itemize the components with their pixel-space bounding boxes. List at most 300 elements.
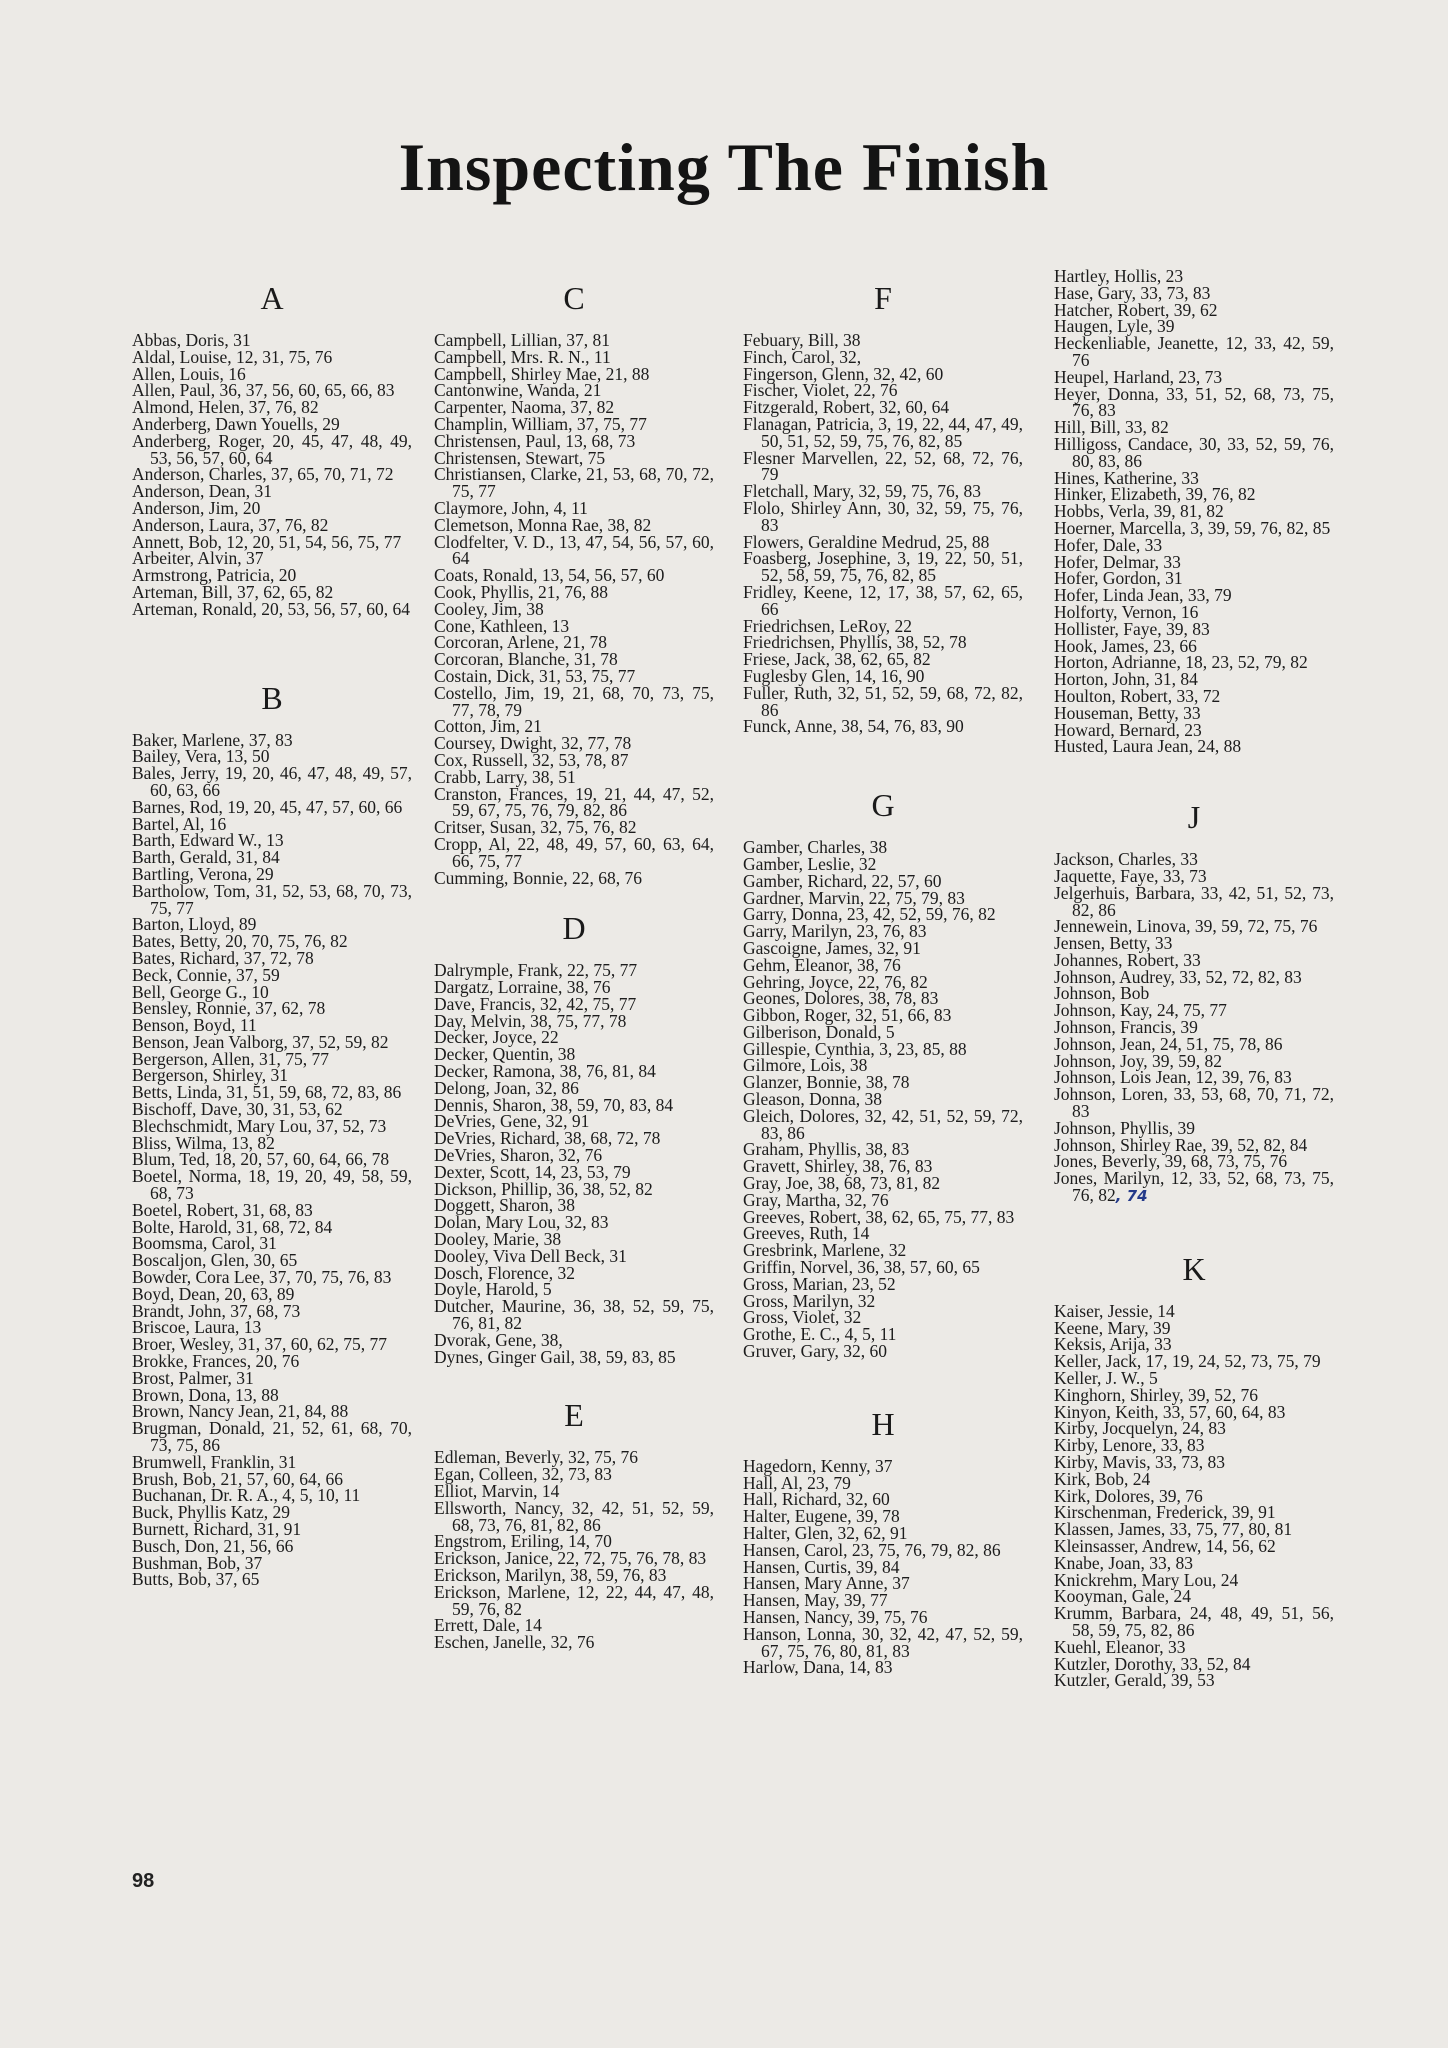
index-entry-text: Boetel, Robert, 31, 68, 83 bbox=[132, 1199, 313, 1220]
index-entry-text: Dargatz, Lorraine, 38, 76 bbox=[434, 977, 611, 998]
index-entry-text: Barth, Gerald, 31, 84 bbox=[132, 847, 280, 868]
index-entry-text: Eschen, Janelle, 32, 76 bbox=[434, 1632, 595, 1653]
index-entry-text: Crabb, Larry, 38, 51 bbox=[434, 766, 576, 787]
index-entry-text: Boscaljon, Glen, 30, 65 bbox=[132, 1250, 298, 1271]
index-entry-text: Campbell, Lillian, 37, 81 bbox=[434, 330, 610, 350]
index-entry-text: Kooyman, Gale, 24 bbox=[1054, 1586, 1192, 1607]
index-entry-text: Broer, Wesley, 31, 37, 60, 62, 75, 77 bbox=[132, 1334, 388, 1355]
index-entry-text: Bensley, Ronnie, 37, 62, 78 bbox=[132, 998, 326, 1019]
index-entry-text: Benson, Jean Valborg, 37, 52, 59, 82 bbox=[132, 1031, 389, 1052]
index-entry-text: Allen, Louis, 16 bbox=[132, 363, 246, 384]
index-entry-text: Greeves, Robert, 38, 62, 65, 75, 77, 83 bbox=[743, 1206, 1015, 1227]
index-entry-text: Blechschmidt, Mary Lou, 37, 52, 73 bbox=[132, 1115, 387, 1136]
index-entry bbox=[132, 1168, 412, 1202]
index-entry-text: Christensen, Paul, 13, 68, 73 bbox=[434, 430, 636, 451]
index-entry-text: Bergerson, Allen, 31, 75, 77 bbox=[132, 1048, 330, 1069]
index-entry-text: Greeves, Ruth, 14 bbox=[743, 1223, 870, 1244]
index-entry-text: Haugen, Lyle, 39 bbox=[1054, 316, 1175, 337]
index-entry bbox=[434, 531, 714, 569]
index-entry bbox=[434, 1634, 714, 1651]
index-entry-text: Hanson, Lonna, 30, 32, 42, 47, 52, 59, 67, 75, 76, 80, 81, 83 bbox=[743, 1623, 1023, 1661]
index-entry-text: Garry, Donna, 23, 42, 52, 59, 76, 82 bbox=[743, 904, 996, 925]
index-entry-text: Jackson, Charles, 33 bbox=[1054, 849, 1198, 870]
index-entry-text: Brokke, Frances, 20, 76 bbox=[132, 1351, 300, 1372]
index-section bbox=[434, 278, 714, 886]
index-entry bbox=[434, 682, 714, 720]
index-entry-text: Kinghorn, Shirley, 39, 52, 76 bbox=[1054, 1384, 1258, 1405]
index-entry-text: Cranston, Frances, 19, 21, 44, 47, 52, 59, 67, 75, 76, 79, 82, 86 bbox=[434, 783, 714, 821]
index-entry-text: Johnson, Lois Jean, 12, 39, 76, 83 bbox=[1054, 1067, 1292, 1088]
index-entry-text: Gresbrink, Marlene, 32 bbox=[743, 1240, 907, 1261]
index-entry-text: Harlow, Dana, 14, 83 bbox=[743, 1657, 893, 1678]
index-entry-text: Kuehl, Eleanor, 33 bbox=[1054, 1636, 1186, 1657]
index-entry-text: Keller, Jack, 17, 19, 24, 52, 73, 75, 79 bbox=[1054, 1351, 1321, 1372]
index-column-2 bbox=[434, 270, 714, 1651]
index-entry-text: Gruver, Gary, 32, 60 bbox=[743, 1341, 887, 1362]
index-entry-text: Johnson, Joy, 39, 59, 82 bbox=[1054, 1050, 1223, 1071]
index-entry-text: Cook, Phyllis, 21, 76, 88 bbox=[434, 581, 609, 602]
index-entry-text: Garry, Marilyn, 23, 76, 83 bbox=[743, 921, 927, 942]
index-entry-text: Johnson, Shirley Rae, 39, 52, 82, 84 bbox=[1054, 1134, 1308, 1155]
index-entry-text: Dexter, Scott, 14, 23, 53, 79 bbox=[434, 1161, 631, 1182]
index-entry-text: Gleason, Donna, 38 bbox=[743, 1089, 883, 1110]
section-letter: B bbox=[261, 679, 283, 716]
index-entry-text: Cotton, Jim, 21 bbox=[434, 716, 542, 737]
index-entry bbox=[132, 430, 412, 468]
index-entry-text: Dosch, Florence, 32 bbox=[434, 1262, 575, 1283]
index-entry-text: Finch, Carol, 32, bbox=[743, 346, 862, 367]
index-section bbox=[1054, 1249, 1334, 1689]
index-entry-text: Busch, Don, 21, 56, 66 bbox=[132, 1535, 294, 1556]
index-entry-text: Johnson, Jean, 24, 51, 75, 78, 86 bbox=[1054, 1033, 1283, 1054]
index-entry bbox=[743, 447, 1023, 485]
index-entry-text: Corcoran, Blanche, 31, 78 bbox=[434, 649, 618, 670]
index-section bbox=[1054, 797, 1334, 1205]
index-entry-text: Horton, John, 31, 84 bbox=[1054, 669, 1198, 690]
index-entry-text: Hansen, Mary Anne, 37 bbox=[743, 1573, 910, 1594]
index-entry-text: Boomsma, Carol, 31 bbox=[132, 1233, 277, 1254]
index-entry-text: Flowers, Geraldine Medrud, 25, 88 bbox=[743, 531, 990, 552]
index-entry-text: Christensen, Stewart, 75 bbox=[434, 447, 606, 468]
index-entry-text: Hilligoss, Candace, 30, 33, 52, 59, 76, 80, 83, 86 bbox=[1054, 433, 1334, 471]
section-letter: D bbox=[562, 910, 586, 947]
index-entry-text: Dolan, Mary Lou, 32, 83 bbox=[434, 1212, 609, 1233]
index-entry bbox=[743, 497, 1023, 535]
index-entry bbox=[434, 1497, 714, 1535]
index-entry-text: Gilberison, Donald, 5 bbox=[743, 1021, 895, 1042]
index-entry-text: Gardner, Marvin, 22, 75, 79, 83 bbox=[743, 887, 965, 908]
index-entry bbox=[743, 550, 1023, 584]
section-letter: H bbox=[871, 1405, 895, 1442]
index-entry-text: Carpenter, Naoma, 37, 82 bbox=[434, 397, 615, 418]
index-entry bbox=[434, 833, 714, 871]
index-entry-text: Champlin, William, 37, 75, 77 bbox=[434, 413, 647, 434]
index-entry-text: Horton, Adrianne, 18, 23, 52, 79, 82 bbox=[1054, 652, 1308, 673]
index-entry-text: Gehm, Eleanor, 38, 76 bbox=[743, 954, 901, 975]
index-entry bbox=[1054, 738, 1334, 755]
index-entry-text: Clemetson, Monna Rae, 38, 82 bbox=[434, 514, 652, 535]
index-entry-text: Bartling, Verona, 29 bbox=[132, 863, 274, 884]
index-entry-text: Hofer, Linda Jean, 33, 79 bbox=[1054, 585, 1232, 606]
index-entry-text: Delong, Joan, 32, 86 bbox=[434, 1077, 579, 1098]
index-entry-text: Erickson, Marilyn, 38, 59, 76, 83 bbox=[434, 1565, 667, 1585]
index-entry-text: Cooley, Jim, 38 bbox=[434, 598, 544, 619]
index-entry-text: Hansen, Curtis, 39, 84 bbox=[743, 1556, 900, 1577]
index-entry-text: Jaquette, Faye, 33, 73 bbox=[1054, 865, 1207, 886]
index-entry-text: Keller, J. W., 5 bbox=[1054, 1368, 1158, 1389]
index-entry-text: Holforty, Vernon, 16 bbox=[1054, 601, 1199, 622]
index-entry-text: Hall, Richard, 32, 60 bbox=[743, 1489, 890, 1510]
section-letter: J bbox=[1187, 799, 1201, 836]
index-entry bbox=[132, 765, 412, 799]
index-entry-text: Graham, Phyllis, 38, 83 bbox=[743, 1139, 910, 1160]
index-entry-text: Annett, Bob, 12, 20, 51, 54, 56, 75, 77 bbox=[132, 531, 402, 552]
index-entry-text: Cumming, Bonnie, 22, 68, 76 bbox=[434, 867, 643, 888]
index-entry-text: DeVries, Richard, 38, 68, 72, 78 bbox=[434, 1128, 661, 1149]
index-entry bbox=[1054, 1672, 1334, 1689]
index-entry bbox=[743, 1105, 1023, 1143]
index-entry-text: Barton, Lloyd, 89 bbox=[132, 914, 257, 935]
index-entry-text: Claymore, John, 4, 11 bbox=[434, 497, 588, 518]
index-entry-text: Kutzler, Dorothy, 33, 52, 84 bbox=[1054, 1653, 1251, 1674]
index-entry bbox=[434, 1346, 714, 1367]
index-entry bbox=[743, 682, 1023, 720]
index-entry-text: Bales, Jerry, 19, 20, 46, 47, 48, 49, 57, 60, 63, 66 bbox=[132, 763, 412, 800]
index-section bbox=[743, 1404, 1023, 1676]
index-entry-text: Allen, Paul, 36, 37, 56, 60, 65, 66, 83 bbox=[132, 380, 395, 401]
index-entry-text: Bushman, Bob, 37 bbox=[132, 1552, 263, 1573]
index-column-3 bbox=[743, 270, 1023, 1676]
section-letter: K bbox=[1182, 1250, 1206, 1287]
index-entry-text: Boyd, Dean, 20, 63, 89 bbox=[132, 1283, 295, 1304]
index-entry-text: Cantonwine, Wanda, 21 bbox=[434, 380, 602, 401]
index-entry bbox=[1054, 335, 1334, 369]
index-entry-text: Decker, Ramona, 38, 76, 81, 84 bbox=[434, 1061, 656, 1082]
index-entry-text: Knickrehm, Mary Lou, 24 bbox=[1054, 1569, 1239, 1590]
index-entry-text: Johnson, Francis, 39 bbox=[1054, 1017, 1198, 1038]
index-entry-text: Gross, Marilyn, 32 bbox=[743, 1290, 876, 1311]
index-entry-text: Gamber, Charles, 38 bbox=[743, 837, 888, 858]
index-entry-text: Gray, Joe, 38, 68, 73, 81, 82 bbox=[743, 1173, 941, 1194]
index-entry-text: Jensen, Betty, 33 bbox=[1054, 933, 1173, 954]
index-entry-text: Erickson, Marlene, 12, 22, 44, 47, 48, 59, 76, 82 bbox=[434, 1581, 714, 1619]
index-entry-text: Arteman, Bill, 37, 62, 65, 82 bbox=[132, 581, 334, 602]
index-entry-text: Kleinsasser, Andrew, 14, 56, 62 bbox=[1054, 1536, 1276, 1556]
index-entry-text: Heyer, Donna, 33, 51, 52, 68, 73, 75, 76, 83 bbox=[1054, 383, 1334, 421]
index-entry-text: Bell, George G., 10 bbox=[132, 981, 269, 1002]
index-entry-text: Bergerson, Shirley, 31 bbox=[132, 1065, 289, 1086]
index-entry-text: Dennis, Sharon, 38, 59, 70, 83, 84 bbox=[434, 1094, 674, 1115]
index-entry-text: Flolo, Shirley Ann, 30, 32, 59, 75, 76, 83 bbox=[743, 497, 1023, 535]
index-entry-text: Boetel, Norma, 18, 19, 20, 49, 58, 59, 68, 73 bbox=[132, 1166, 412, 1204]
index-entry-text: Glanzer, Bonnie, 38, 78 bbox=[743, 1072, 910, 1093]
section-letter: A bbox=[260, 280, 284, 316]
index-entry-text: Kaiser, Jessie, 14 bbox=[1054, 1300, 1175, 1321]
index-entry-text: Doggett, Sharon, 38 bbox=[434, 1195, 575, 1216]
index-entry-text: Anderson, Charles, 37, 65, 70, 71, 72 bbox=[132, 464, 394, 485]
index-column-4 bbox=[1054, 266, 1334, 1691]
index-entry-text: Gray, Martha, 32, 76 bbox=[743, 1189, 889, 1210]
index-entry-text: Briscoe, Laura, 13 bbox=[132, 1317, 262, 1338]
index-entry-text: Anderson, Dean, 31 bbox=[132, 481, 272, 502]
index-entry-text: Grothe, E. C., 4, 5, 11 bbox=[743, 1324, 897, 1345]
index-entry-text: Anderson, Jim, 20 bbox=[132, 497, 261, 518]
index-entry-text: Burnett, Richard, 31, 91 bbox=[132, 1519, 302, 1539]
index-entry bbox=[743, 718, 1023, 735]
index-entry-text: Heupel, Harland, 23, 73 bbox=[1054, 366, 1223, 387]
index-entry-text: Houlton, Robert, 33, 72 bbox=[1054, 685, 1221, 706]
index-entry-text: Edleman, Beverly, 32, 75, 76 bbox=[434, 1447, 638, 1468]
index-entry-text: Kirby, Mavis, 33, 73, 83 bbox=[1054, 1452, 1225, 1473]
index-entry bbox=[1054, 1086, 1334, 1120]
index-entry-text: Hinker, Elizabeth, 39, 76, 82 bbox=[1054, 484, 1256, 505]
index-entry-text: Halter, Eugene, 39, 78 bbox=[743, 1506, 900, 1527]
index-entry-text: Buck, Phyllis Katz, 29 bbox=[132, 1502, 290, 1523]
index-entry bbox=[434, 783, 714, 821]
index-entry-text: Ellsworth, Nancy, 32, 42, 51, 52, 59, 68, 73, 76, 81, 82, 86 bbox=[434, 1497, 714, 1535]
index-entry bbox=[743, 1343, 1023, 1360]
index-entry-text: Costello, Jim, 19, 21, 68, 70, 73, 75, 77, 78, 79 bbox=[434, 682, 714, 720]
index-entry-text: Almond, Helen, 37, 76, 82 bbox=[132, 397, 319, 418]
index-entry-text: Kirby, Lenore, 33, 83 bbox=[1054, 1435, 1205, 1456]
index-entry-text: Dooley, Viva Dell Beck, 31 bbox=[434, 1245, 627, 1266]
index-entry-text: Barth, Edward W., 13 bbox=[132, 830, 284, 851]
index-entry-text: Anderberg, Dawn Youells, 29 bbox=[132, 413, 340, 434]
index-entry-text: Costain, Dick, 31, 53, 75, 77 bbox=[434, 665, 636, 686]
index-entry-text: Keksis, Arija, 33 bbox=[1054, 1334, 1172, 1355]
index-entry bbox=[1054, 1605, 1334, 1639]
index-entry-text: Butts, Bob, 37, 65 bbox=[132, 1569, 260, 1590]
index-entry-text: Doyle, Harold, 5 bbox=[434, 1279, 552, 1300]
index-entry bbox=[434, 867, 714, 888]
index-entry bbox=[743, 413, 1023, 451]
index-entry-text: Brost, Palmer, 31 bbox=[132, 1367, 254, 1388]
index-entry-text: Fitzgerald, Robert, 32, 60, 64 bbox=[743, 397, 950, 418]
index-entry-text: Flanagan, Patricia, 3, 19, 22, 44, 47, 49, 50, 51, 52, 59, 75, 76, 82, 85 bbox=[743, 413, 1023, 451]
index-column-1 bbox=[132, 270, 412, 1588]
index-entry-text: Johnson, Loren, 33, 53, 68, 70, 71, 72, 83 bbox=[1054, 1084, 1334, 1122]
index-entry-text: Houseman, Betty, 33 bbox=[1054, 702, 1201, 723]
index-entry-text: Erickson, Janice, 22, 72, 75, 76, 78, 83 bbox=[434, 1548, 707, 1569]
index-entry-text: Dickson, Phillip, 36, 38, 52, 82 bbox=[434, 1178, 653, 1199]
index-entry bbox=[1054, 1170, 1334, 1205]
index-entry-text: Hall, Al, 23, 79 bbox=[743, 1472, 851, 1493]
index-entry-text: Howard, Bernard, 23 bbox=[1054, 719, 1202, 740]
index-entry-text: Friese, Jack, 38, 62, 65, 82 bbox=[743, 649, 931, 670]
index-entry-text: Fuller, Ruth, 32, 51, 52, 59, 68, 72, 82, 86 bbox=[743, 682, 1023, 720]
index-entry-text: Corcoran, Arlene, 21, 78 bbox=[434, 632, 608, 653]
index-entry-text: Hansen, Carol, 23, 75, 76, 79, 82, 86 bbox=[743, 1539, 1001, 1560]
index-entry-text: Hofer, Gordon, 31 bbox=[1054, 568, 1183, 589]
index-entry-text: Decker, Joyce, 22 bbox=[434, 1027, 559, 1048]
index-entry-text: Johnson, Phyllis, 39 bbox=[1054, 1117, 1195, 1138]
index-entry-text: Gamber, Leslie, 32 bbox=[743, 853, 877, 874]
index-entry bbox=[434, 1298, 714, 1332]
index-entry-text: Armstrong, Patricia, 20 bbox=[132, 565, 297, 586]
index-section bbox=[132, 678, 412, 1589]
index-entry-text: Funck, Anne, 38, 54, 76, 83, 90 bbox=[743, 716, 964, 737]
index-entry-text: Brown, Dona, 13, 88 bbox=[132, 1384, 279, 1405]
index-entry-text: Hofer, Delmar, 33 bbox=[1054, 551, 1181, 572]
index-entry-text: Hook, James, 23, 66 bbox=[1054, 635, 1197, 656]
index-entry-text: Hobbs, Verla, 39, 81, 82 bbox=[1054, 501, 1224, 522]
section-letter: F bbox=[874, 280, 892, 316]
index-entry-text: Cropp, Al, 22, 48, 49, 57, 60, 63, 64, 66, 75, 77 bbox=[434, 833, 714, 871]
index-entry-text: Brugman, Donald, 21, 52, 61, 68, 70, 73, 75, 86 bbox=[132, 1418, 412, 1456]
index-entry-text: Bates, Richard, 37, 72, 78 bbox=[132, 947, 314, 968]
index-entry-text: Coursey, Dwight, 32, 77, 78 bbox=[434, 733, 632, 754]
index-section bbox=[743, 278, 1023, 735]
index-entry-text: Gascoigne, James, 32, 91 bbox=[743, 937, 921, 958]
section-letter: E bbox=[564, 1397, 584, 1434]
index-entry-text: Gross, Violet, 32 bbox=[743, 1307, 862, 1328]
index-entry bbox=[743, 1623, 1023, 1661]
index-entry-text: Benson, Boyd, 11 bbox=[132, 1015, 257, 1036]
index-entry-text: Bartel, Al, 16 bbox=[132, 813, 227, 834]
index-entry-text: Jones, Marilyn, 12, 33, 52, 68, 73, 75, 76, 82 bbox=[1054, 1168, 1334, 1206]
index-entry-text: Hoerner, Marcella, 3, 39, 59, 76, 82, 85 bbox=[1054, 517, 1331, 538]
index-entry-text: Dalrymple, Frank, 22, 75, 77 bbox=[434, 960, 638, 981]
index-entry-text: Critser, Susan, 32, 75, 76, 82 bbox=[434, 817, 637, 838]
index-entry-text: Bailey, Vera, 13, 50 bbox=[132, 746, 270, 767]
index-entry-text: Campbell, Shirley Mae, 21, 88 bbox=[434, 363, 650, 384]
index-entry-text: Friedrichsen, LeRoy, 22 bbox=[743, 615, 912, 636]
index-entry-text: Day, Melvin, 38, 75, 77, 78 bbox=[434, 1010, 627, 1031]
index-entry-text: Dutcher, Maurine, 36, 38, 52, 59, 75, 76, 81, 82 bbox=[434, 1296, 714, 1334]
index-entry-text: Geones, Dolores, 38, 78, 83 bbox=[743, 988, 939, 1009]
index-entry-text: Hofer, Dale, 33 bbox=[1054, 534, 1163, 555]
index-entry-text: Beck, Connie, 37, 59 bbox=[132, 964, 280, 985]
index-section bbox=[434, 908, 714, 1365]
index-entry-text: Egan, Colleen, 32, 73, 83 bbox=[434, 1464, 612, 1485]
index-entry-text: Krumm, Barbara, 24, 48, 49, 51, 56, 58, 59, 75, 82, 86 bbox=[1054, 1603, 1334, 1640]
index-entry-text: Barnes, Rod, 19, 20, 45, 47, 57, 60, 66 bbox=[132, 796, 403, 817]
index-entry-text: Hollister, Faye, 39, 83 bbox=[1054, 618, 1210, 639]
index-entry-text: Gamber, Richard, 22, 57, 60 bbox=[743, 870, 942, 891]
index-entry-text: Gillespie, Cynthia, 3, 23, 85, 88 bbox=[743, 1038, 967, 1059]
index-entry-text: Dooley, Marie, 38 bbox=[434, 1229, 562, 1250]
index-entry bbox=[132, 1420, 412, 1454]
index-entry-text: Hansen, May, 39, 77 bbox=[743, 1590, 888, 1611]
index-entry-text: Hatcher, Robert, 39, 62 bbox=[1054, 299, 1218, 320]
page-number: 98 bbox=[132, 1870, 155, 1892]
section-letter: C bbox=[563, 280, 585, 316]
index-entry-text: Campbell, Mrs. R. N., 11 bbox=[434, 346, 611, 367]
index-entry-text: Friedrichsen, Phyllis, 38, 52, 78 bbox=[743, 632, 967, 653]
index-entry-text: Johannes, Robert, 33 bbox=[1054, 949, 1201, 970]
page-title: Inspecting The Finish bbox=[398, 129, 1050, 205]
index-entry-text: Brumwell, Franklin, 31 bbox=[132, 1451, 297, 1472]
index-entry-text: Heckenliable, Jeanette, 12, 33, 42, 59, 76 bbox=[1054, 333, 1334, 370]
index-entry-text: DeVries, Gene, 32, 91 bbox=[434, 1111, 590, 1132]
index-entry-text: Anderson, Laura, 37, 76, 82 bbox=[132, 514, 329, 535]
index-entry-text: Husted, Laura Jean, 24, 88 bbox=[1054, 736, 1242, 757]
index-entry-text: Halter, Glen, 32, 62, 91 bbox=[743, 1523, 908, 1544]
index-entry-text: Keene, Mary, 39 bbox=[1054, 1317, 1171, 1338]
index-entry bbox=[434, 466, 714, 500]
index-section bbox=[132, 278, 412, 618]
index-entry bbox=[1054, 882, 1334, 920]
index-entry-text: Bowder, Cora Lee, 37, 70, 75, 76, 83 bbox=[132, 1267, 392, 1288]
index-entry-text: Fletchall, Mary, 32, 59, 75, 76, 83 bbox=[743, 481, 982, 502]
index-entry-text: Flesner Marvellen, 22, 52, 68, 72, 76, 79 bbox=[743, 447, 1023, 485]
index-entry-text: DeVries, Sharon, 32, 76 bbox=[434, 1145, 603, 1166]
index-entry-text: Gibbon, Roger, 32, 51, 66, 83 bbox=[743, 1005, 952, 1026]
index-entry-text: Kirschenman, Frederick, 39, 91 bbox=[1054, 1502, 1276, 1523]
index-entry-text: Brush, Bob, 21, 57, 60, 64, 66 bbox=[132, 1468, 343, 1489]
section-letter: G bbox=[871, 787, 895, 824]
index-entry-text: Decker, Quentin, 38 bbox=[434, 1044, 576, 1065]
index-entry-text: Coats, Ronald, 13, 54, 56, 57, 60 bbox=[434, 565, 665, 586]
index-entry bbox=[132, 880, 412, 918]
index-entry-text: Hines, Katherine, 33 bbox=[1054, 467, 1199, 488]
index-entry-text: Errett, Dale, 14 bbox=[434, 1615, 542, 1636]
index-entry-text: Anderberg, Roger, 20, 45, 47, 48, 49, 53, 56, 57, 60, 64 bbox=[132, 430, 412, 468]
index-entry-text: Johnson, Audrey, 33, 52, 72, 82, 83 bbox=[1054, 966, 1302, 987]
index-entry bbox=[132, 1571, 412, 1588]
index-entry-text: Dynes, Ginger Gail, 38, 59, 83, 85 bbox=[434, 1346, 676, 1367]
index-entry-text: Christiansen, Clarke, 21, 53, 68, 70, 72, 75, 77 bbox=[434, 464, 714, 502]
index-entry-text: Aldal, Louise, 12, 31, 75, 76 bbox=[132, 346, 333, 367]
index-entry-text: Hill, Bill, 33, 82 bbox=[1054, 417, 1169, 438]
index-entry-text: Dave, Francis, 32, 42, 75, 77 bbox=[434, 993, 637, 1014]
index-entry-text: Fischer, Violet, 22, 76 bbox=[743, 380, 898, 401]
index-entry-text: Bolte, Harold, 31, 68, 72, 84 bbox=[132, 1216, 333, 1237]
handwritten-note: , 74 bbox=[1115, 1187, 1148, 1206]
index-entry-text: Jones, Beverly, 39, 68, 73, 75, 76 bbox=[1054, 1151, 1288, 1172]
index-entry-text: Johnson, Kay, 24, 75, 77 bbox=[1054, 1000, 1227, 1021]
index-entry-text: Fingerson, Glenn, 32, 42, 60 bbox=[743, 363, 944, 384]
index-entry-text: Klassen, James, 33, 75, 77, 80, 81 bbox=[1054, 1519, 1293, 1540]
index-section bbox=[434, 1395, 714, 1651]
index-entry-text: Hase, Gary, 33, 73, 83 bbox=[1054, 282, 1211, 303]
index-entry-text: Cox, Russell, 32, 53, 78, 87 bbox=[434, 749, 629, 770]
index-entry-text: Hagedorn, Kenny, 37 bbox=[743, 1455, 893, 1476]
index-entry-text: Kinyon, Keith, 33, 57, 60, 64, 83 bbox=[1054, 1401, 1286, 1422]
index-entry bbox=[1054, 383, 1334, 421]
index-entry-text: Jelgerhuis, Barbara, 33, 42, 51, 52, 73, 82, 86 bbox=[1054, 882, 1334, 920]
index-entry-text: Bliss, Wilma, 13, 82 bbox=[132, 1132, 275, 1153]
index-entry-text: Bates, Betty, 20, 70, 75, 76, 82 bbox=[132, 931, 348, 952]
index-section bbox=[1054, 268, 1334, 755]
index-entry-text: Arbeiter, Alvin, 37 bbox=[132, 548, 264, 569]
index-entry-text: Bischoff, Dave, 30, 31, 53, 62 bbox=[132, 1099, 343, 1120]
index-entry-text: Elliot, Marvin, 14 bbox=[434, 1481, 560, 1502]
index-entry-text: Dvorak, Gene, 38, bbox=[434, 1329, 563, 1350]
index-entry-text: Johnson, Bob bbox=[1054, 983, 1150, 1004]
index-entry-text: Kirby, Jocquelyn, 24, 83 bbox=[1054, 1418, 1226, 1439]
index-section bbox=[743, 785, 1023, 1360]
index-entry-text: Brandt, John, 37, 68, 73 bbox=[132, 1300, 301, 1321]
index-entry-text: Engstrom, Eriling, 14, 70 bbox=[434, 1531, 612, 1552]
index-entry-text: Gravett, Shirley, 38, 76, 83 bbox=[743, 1156, 933, 1177]
index-entry-text: Arteman, Ronald, 20, 53, 56, 57, 60, 64 bbox=[132, 598, 411, 619]
index-entry-text: Abbas, Doris, 31 bbox=[132, 330, 251, 350]
index-entry-text: Fridley, Keene, 12, 17, 38, 57, 62, 65, 66 bbox=[743, 581, 1023, 619]
index-entry-text: Fuglesby Glen, 14, 16, 90 bbox=[743, 665, 925, 686]
index-entry bbox=[1054, 433, 1334, 471]
index-entry-text: Knabe, Joan, 33, 83 bbox=[1054, 1552, 1194, 1573]
index-entry bbox=[743, 581, 1023, 619]
index-entry-text: Gleich, Dolores, 32, 42, 51, 52, 59, 72, 83, 86 bbox=[743, 1105, 1023, 1143]
index-entry bbox=[743, 1659, 1023, 1676]
index-entry-text: Foasberg, Josephine, 3, 19, 22, 50, 51, 52, 58, 59, 75, 76, 82, 85 bbox=[743, 548, 1023, 586]
index-entry-text: Gross, Marian, 23, 52 bbox=[743, 1273, 896, 1294]
index-entry-text: Betts, Linda, 31, 51, 59, 68, 72, 83, 86 bbox=[132, 1082, 402, 1103]
index-entry-text: Kutzler, Gerald, 39, 53 bbox=[1054, 1670, 1215, 1691]
index-entry-text: Blum, Ted, 18, 20, 57, 60, 64, 66, 78 bbox=[132, 1149, 390, 1170]
index-entry bbox=[132, 598, 412, 619]
